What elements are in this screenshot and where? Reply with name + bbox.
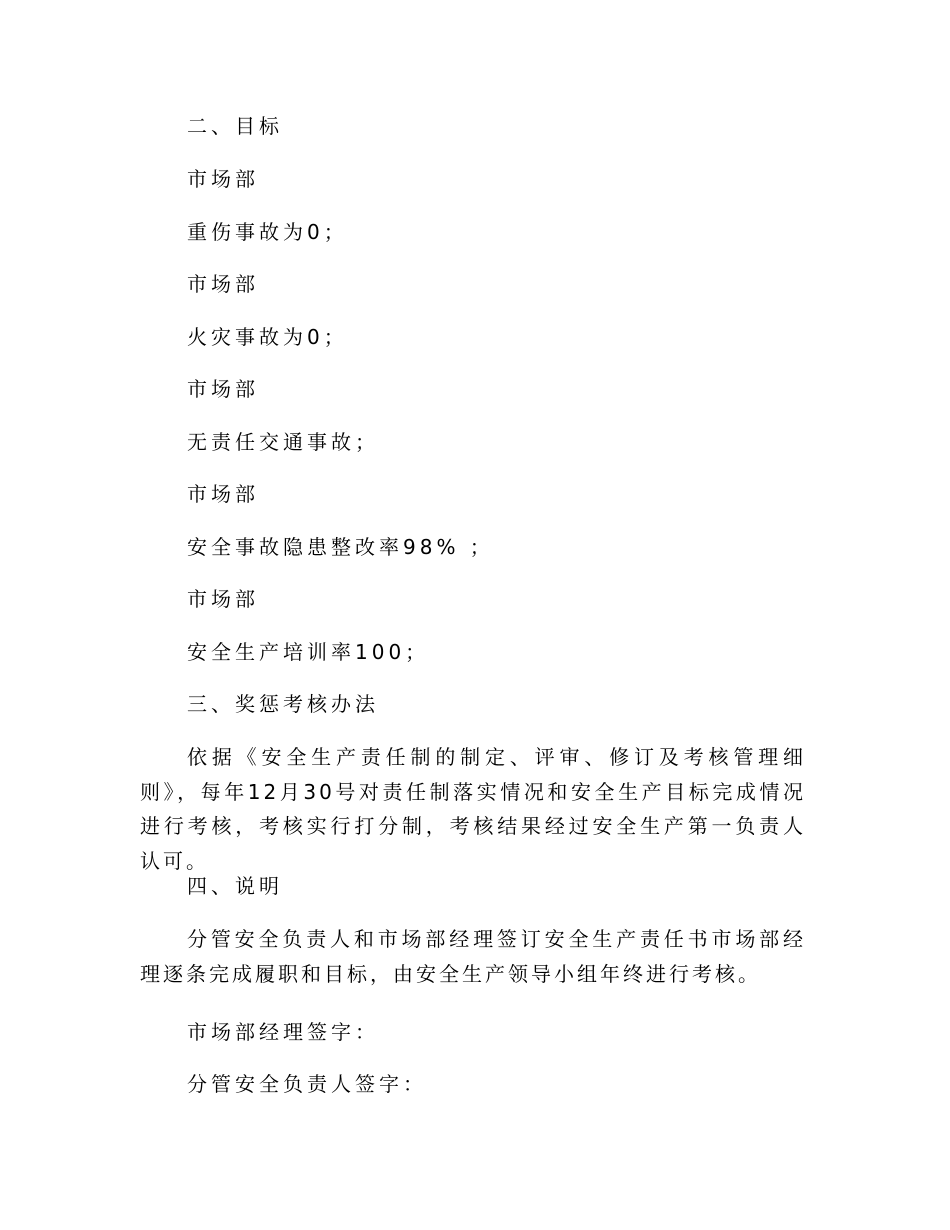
signature-line-manager: 市场部经理签字： bbox=[187, 1020, 379, 1044]
goal-dept-label: 市场部 bbox=[187, 167, 259, 191]
goal-target-text: 重伤事故为0； bbox=[187, 220, 348, 244]
goal-dept-label: 市场部 bbox=[187, 482, 259, 506]
section-heading-goals: 二、目标 bbox=[187, 114, 283, 138]
goal-target-text: 安全生产培训率100； bbox=[187, 640, 430, 664]
signature-line-safety: 分管安全负责人签字： bbox=[187, 1072, 427, 1096]
section-heading-assessment: 三、奖惩考核办法 bbox=[187, 692, 379, 716]
goal-dept-label: 市场部 bbox=[187, 587, 259, 611]
goal-target-text: 无责任交通事故； bbox=[187, 430, 379, 454]
notes-paragraph: 分管安全负责人和市场部经理签订安全生产责任书市场部经理逐条完成履职和目标，由安全生产领导小组年终进行考核。 bbox=[140, 927, 806, 986]
section-heading-notes: 四、说明 bbox=[187, 874, 283, 898]
goal-target-text: 火灾事故为0； bbox=[187, 325, 348, 349]
goal-target-text: 安全事故隐患整改率98% ； bbox=[187, 535, 494, 559]
goal-dept-label: 市场部 bbox=[187, 377, 259, 401]
goal-dept-label: 市场部 bbox=[187, 272, 259, 296]
assessment-paragraph: 依据《安全生产责任制的制定、评审、修订及考核管理细则》，每年12月30号对责任制落实情况和安全生产目标完成情况进行考核，考核实行打分制，考核结果经过安全生产第一负责人认可。 bbox=[140, 745, 806, 873]
